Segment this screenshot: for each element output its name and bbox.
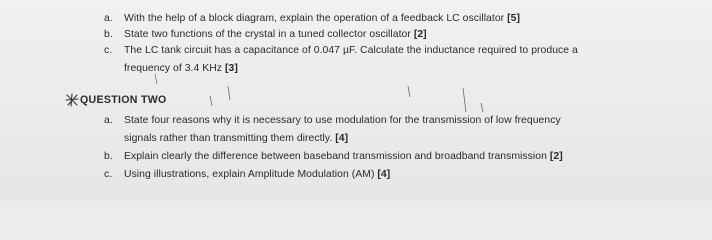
question-item-a-continuation — [124, 133, 348, 145]
item-letter: b. — [104, 29, 113, 40]
item-text-continuation: frequency of 3.4 KHz — [124, 63, 223, 74]
item-text: State two functions of the crystal in a tuned collector oscillator — [124, 29, 411, 40]
question-item-b — [104, 151, 563, 163]
item-letter: b. — [104, 151, 113, 162]
item-marks: [2] — [413, 29, 427, 40]
item-letter: a. — [104, 13, 113, 24]
item-letter: c. — [104, 169, 113, 180]
question-item-c — [104, 169, 390, 181]
item-letter: c. — [104, 45, 113, 56]
item-marks: [4] — [377, 169, 391, 180]
item-text: With the help of a block diagram, explain the operation of a feedback LC oscillator — [124, 13, 505, 24]
question-item-a — [104, 115, 561, 127]
item-marks: [4] — [335, 133, 349, 144]
section-heading: QUESTION TWO — [80, 94, 167, 106]
question-item-a — [104, 13, 520, 25]
item-text: State four reasons why it is necessary to use modulation for the transmission of low frequency — [124, 115, 561, 126]
question-item-b — [104, 29, 427, 41]
question-item-c-continuation — [124, 63, 238, 75]
item-text: Explain clearly the difference between baseband transmission and broadband transmission — [124, 151, 547, 162]
item-text-continuation: signals rather than transmitting them directly. — [124, 133, 333, 144]
item-marks: [5] — [507, 13, 520, 24]
question-item-c — [104, 45, 578, 57]
item-text: Using illustrations, explain Amplitude Modulation (AM) — [124, 169, 375, 180]
item-marks: [2] — [549, 151, 563, 162]
item-letter: a. — [104, 115, 113, 126]
handwritten-star-icon — [64, 92, 80, 108]
item-text: The LC tank circuit has a capacitance of 0.047 µF. Calculate the inductance required to produce a — [124, 45, 578, 56]
item-marks: [3] — [224, 63, 238, 74]
